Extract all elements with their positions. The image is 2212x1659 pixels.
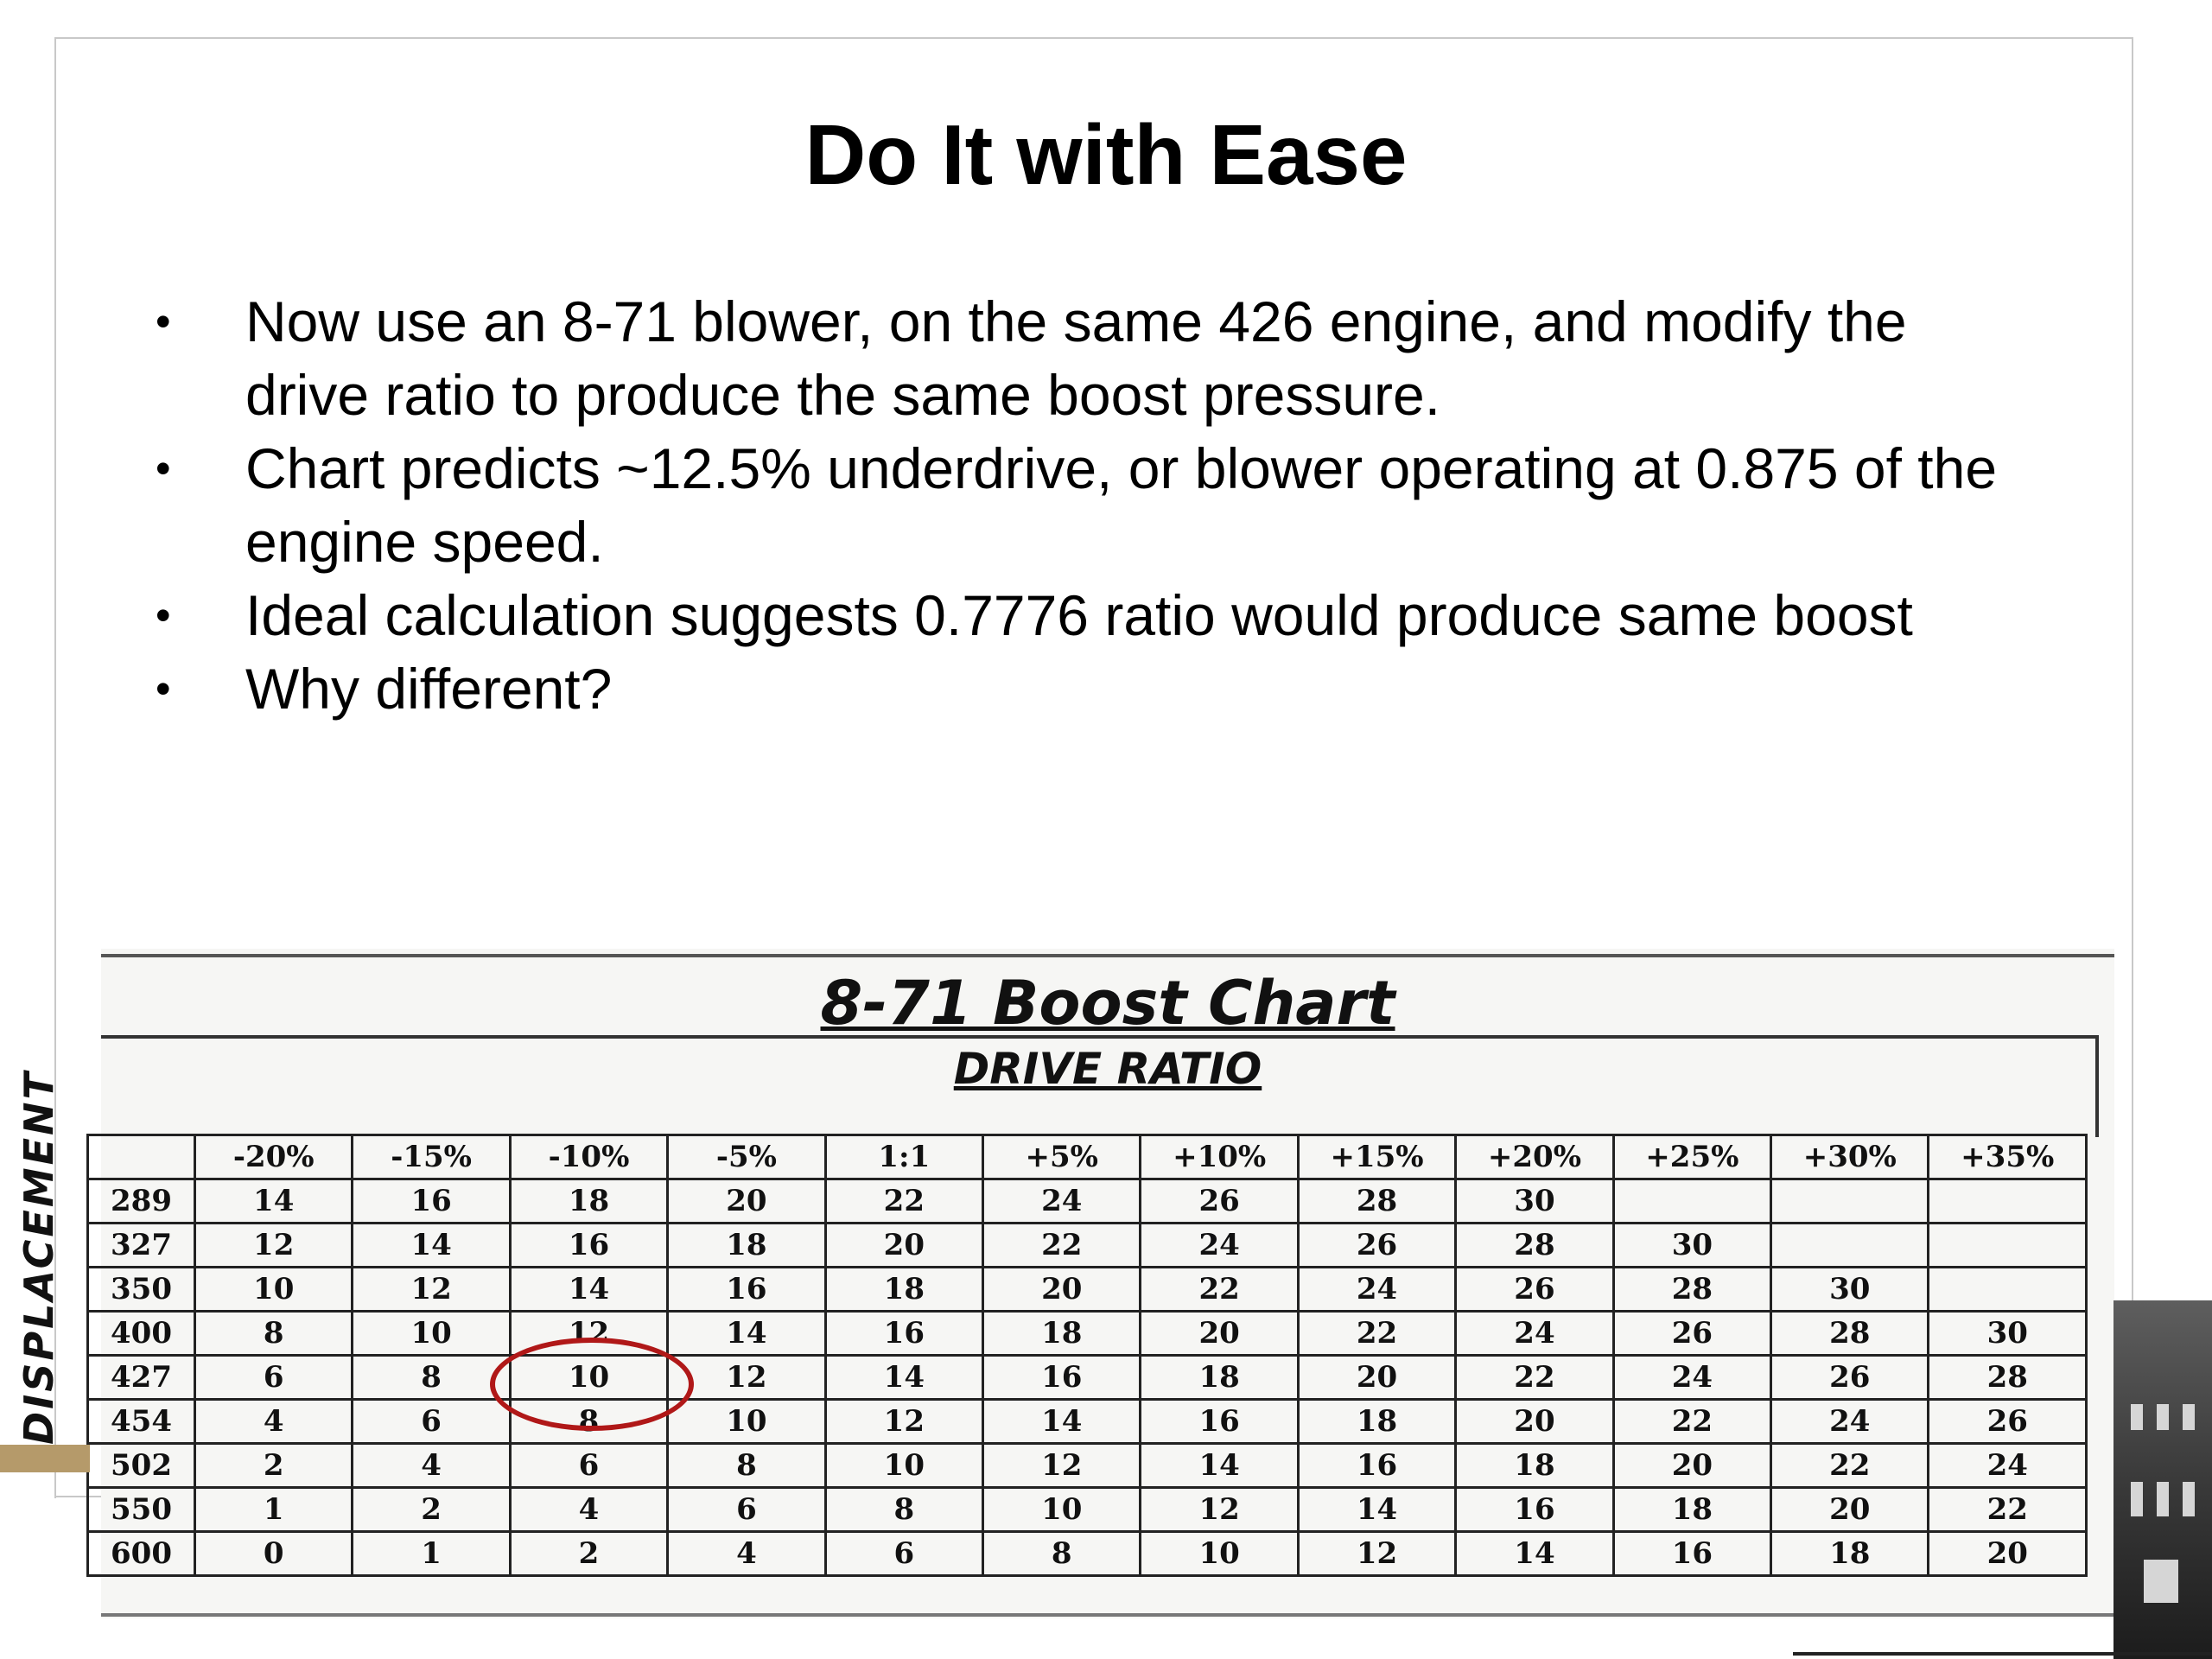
bottom-strip — [1793, 1652, 2212, 1656]
table-cell: 6 — [353, 1400, 510, 1444]
bullet-item — [156, 652, 2005, 726]
table-cell: 16 — [983, 1356, 1141, 1400]
table-cell: 20 — [825, 1224, 982, 1268]
column-header: +5% — [983, 1135, 1141, 1179]
boost-table-header — [88, 1135, 2087, 1179]
table-cell — [1771, 1224, 1929, 1268]
table-cell: 28 — [1456, 1224, 1613, 1268]
table-cell: 12 — [195, 1224, 353, 1268]
highlight-circle — [490, 1338, 694, 1431]
bullet-text: Now use an 8-71 blower, on the same 426 engine, and modify the drive ratio to produce the same boost pressure. — [245, 289, 1907, 427]
table-cell: 4 — [668, 1532, 825, 1576]
table-cell: 14 — [195, 1179, 353, 1224]
table-cell: 12 — [1141, 1488, 1298, 1532]
bullet-dot-icon: • — [156, 664, 171, 713]
row-header: 502 — [88, 1444, 195, 1488]
table-cell: 10 — [510, 1356, 667, 1400]
table-cell: 16 — [1298, 1444, 1455, 1488]
column-header: +25% — [1613, 1135, 1770, 1179]
boost-table — [86, 1134, 2088, 1577]
table-cell: 16 — [1613, 1532, 1770, 1576]
table-row — [88, 1532, 2087, 1576]
table-cell: 26 — [1456, 1268, 1613, 1312]
table-cell: 18 — [1613, 1488, 1770, 1532]
table-cell: 22 — [1298, 1312, 1455, 1356]
frame-edge — [54, 1472, 56, 1498]
table-cell: 12 — [1298, 1532, 1455, 1576]
table-cell: 10 — [983, 1488, 1141, 1532]
column-header: +20% — [1456, 1135, 1613, 1179]
table-cell: 14 — [1141, 1444, 1298, 1488]
table-cell: 14 — [1456, 1532, 1613, 1576]
table-row — [88, 1356, 2087, 1400]
table-cell: 1 — [353, 1532, 510, 1576]
table-cell: 10 — [825, 1444, 982, 1488]
accent-bar — [0, 1445, 90, 1472]
table-cell: 22 — [1456, 1356, 1613, 1400]
table-cell: 26 — [1929, 1400, 2087, 1444]
table-cell: 28 — [1298, 1179, 1455, 1224]
table-cell: 18 — [510, 1179, 667, 1224]
bullet-item — [156, 432, 2005, 579]
table-cell: 8 — [195, 1312, 353, 1356]
table-row — [88, 1488, 2087, 1532]
table-cell: 30 — [1456, 1179, 1613, 1224]
bullet-text: Why different? — [245, 657, 613, 721]
bullet-item — [156, 579, 2005, 652]
table-cell: 22 — [1141, 1268, 1298, 1312]
table-cell: 24 — [1298, 1268, 1455, 1312]
column-header: +35% — [1929, 1135, 2087, 1179]
table-cell: 24 — [983, 1179, 1141, 1224]
table-cell: 22 — [983, 1224, 1141, 1268]
row-header: 550 — [88, 1488, 195, 1532]
table-cell: 8 — [825, 1488, 982, 1532]
table-cell: 30 — [1929, 1312, 2087, 1356]
column-header: +30% — [1771, 1135, 1929, 1179]
table-cell: 2 — [510, 1532, 667, 1576]
chart-top-rule — [101, 954, 2114, 957]
table-cell: 10 — [195, 1268, 353, 1312]
table-cell: 18 — [1141, 1356, 1298, 1400]
table-cell: 10 — [668, 1400, 825, 1444]
table-cell: 18 — [668, 1224, 825, 1268]
table-cell: 8 — [353, 1356, 510, 1400]
table-cell: 20 — [668, 1179, 825, 1224]
table-cell — [1929, 1268, 2087, 1312]
table-row — [88, 1224, 2087, 1268]
table-row — [88, 1400, 2087, 1444]
drive-ratio-label: DRIVE RATIO — [953, 1044, 1262, 1094]
column-header: -5% — [668, 1135, 825, 1179]
table-cell: 28 — [1613, 1268, 1770, 1312]
table-cell: 24 — [1771, 1400, 1929, 1444]
table-cell: 28 — [1929, 1356, 2087, 1400]
table-cell: 20 — [1456, 1400, 1613, 1444]
bullet-text: Ideal calculation suggests 0.7776 ratio would produce same boost — [245, 583, 1913, 647]
table-cell: 1 — [195, 1488, 353, 1532]
table-cell: 24 — [1141, 1224, 1298, 1268]
table-cell: 12 — [353, 1268, 510, 1312]
table-cell: 8 — [668, 1444, 825, 1488]
table-cell: 20 — [1929, 1532, 2087, 1576]
table-cell: 22 — [825, 1179, 982, 1224]
bullet-dot-icon: • — [156, 444, 171, 493]
table-cell: 6 — [510, 1444, 667, 1488]
table-cell: 20 — [1771, 1488, 1929, 1532]
table-cell: 18 — [1456, 1444, 1613, 1488]
table-cell: 16 — [668, 1268, 825, 1312]
table-cell: 26 — [1613, 1312, 1770, 1356]
row-header: 427 — [88, 1356, 195, 1400]
table-cell: 24 — [1613, 1356, 1770, 1400]
table-cell: 12 — [825, 1400, 982, 1444]
building-photo — [2113, 1300, 2212, 1659]
table-cell: 6 — [668, 1488, 825, 1532]
table-cell: 30 — [1771, 1268, 1929, 1312]
table-row — [88, 1312, 2087, 1356]
table-cell: 26 — [1298, 1224, 1455, 1268]
bullet-list — [156, 285, 2005, 726]
table-cell: 12 — [668, 1356, 825, 1400]
table-cell: 20 — [1613, 1444, 1770, 1488]
table-cell: 4 — [353, 1444, 510, 1488]
table-cell: 4 — [195, 1400, 353, 1444]
table-cell: 8 — [510, 1400, 667, 1444]
column-header: -15% — [353, 1135, 510, 1179]
table-cell — [1929, 1224, 2087, 1268]
table-cell — [1771, 1179, 1929, 1224]
bullet-item — [156, 285, 2005, 432]
displacement-label: DISPLACEMENT — [16, 1070, 62, 1445]
table-cell: 14 — [825, 1356, 982, 1400]
table-cell: 22 — [1929, 1488, 2087, 1532]
chart-bottom-rule — [101, 1613, 2114, 1617]
bullet-text: Chart predicts ~12.5% underdrive, or blower operating at 0.875 of the engine speed. — [245, 436, 1998, 574]
table-cell: 18 — [1771, 1532, 1929, 1576]
boost-table-body — [88, 1179, 2087, 1576]
column-header: -20% — [195, 1135, 353, 1179]
row-header: 350 — [88, 1268, 195, 1312]
table-row — [88, 1444, 2087, 1488]
table-cell: 16 — [825, 1312, 982, 1356]
column-header: 1:1 — [825, 1135, 982, 1179]
table-cell: 14 — [1298, 1488, 1455, 1532]
table-cell: 14 — [510, 1268, 667, 1312]
row-header: 289 — [88, 1179, 195, 1224]
bullet-dot-icon: • — [156, 591, 171, 639]
table-cell: 4 — [510, 1488, 667, 1532]
table-cell: 28 — [1771, 1312, 1929, 1356]
table-cell: 30 — [1613, 1224, 1770, 1268]
table-cell: 20 — [1141, 1312, 1298, 1356]
table-cell: 18 — [1298, 1400, 1455, 1444]
table-cell: 12 — [983, 1444, 1141, 1488]
table-cell: 18 — [983, 1312, 1141, 1356]
table-cell: 14 — [353, 1224, 510, 1268]
table-cell: 2 — [353, 1488, 510, 1532]
table-cell: 18 — [825, 1268, 982, 1312]
table-cell — [1613, 1179, 1770, 1224]
table-cell: 16 — [1141, 1400, 1298, 1444]
table-cell: 26 — [1771, 1356, 1929, 1400]
corner-cell — [88, 1135, 195, 1179]
table-cell: 22 — [1613, 1400, 1770, 1444]
column-header: +15% — [1298, 1135, 1455, 1179]
row-header: 454 — [88, 1400, 195, 1444]
table-cell: 14 — [668, 1312, 825, 1356]
column-header: -10% — [510, 1135, 667, 1179]
table-cell: 6 — [195, 1356, 353, 1400]
bullet-dot-icon: • — [156, 297, 171, 346]
slide-title: Do It with Ease — [804, 107, 1408, 202]
table-cell: 8 — [983, 1532, 1141, 1576]
table-cell: 14 — [983, 1400, 1141, 1444]
table-cell: 2 — [195, 1444, 353, 1488]
table-row — [88, 1268, 2087, 1312]
table-cell: 10 — [353, 1312, 510, 1356]
table-cell: 16 — [1456, 1488, 1613, 1532]
table-cell: 16 — [510, 1224, 667, 1268]
table-cell: 20 — [983, 1268, 1141, 1312]
table-cell: 0 — [195, 1532, 353, 1576]
table-cell: 26 — [1141, 1179, 1298, 1224]
table-cell: 12 — [510, 1312, 667, 1356]
row-header: 600 — [88, 1532, 195, 1576]
table-cell: 24 — [1929, 1444, 2087, 1488]
table-cell: 10 — [1141, 1532, 1298, 1576]
table-cell — [1929, 1179, 2087, 1224]
table-cell: 20 — [1298, 1356, 1455, 1400]
table-cell: 16 — [353, 1179, 510, 1224]
table-cell: 24 — [1456, 1312, 1613, 1356]
chart-title: 8-71 Boost Chart — [820, 968, 1395, 1039]
column-header: +10% — [1141, 1135, 1298, 1179]
table-cell: 6 — [825, 1532, 982, 1576]
row-header: 400 — [88, 1312, 195, 1356]
row-header: 327 — [88, 1224, 195, 1268]
table-row — [88, 1179, 2087, 1224]
table-cell: 22 — [1771, 1444, 1929, 1488]
